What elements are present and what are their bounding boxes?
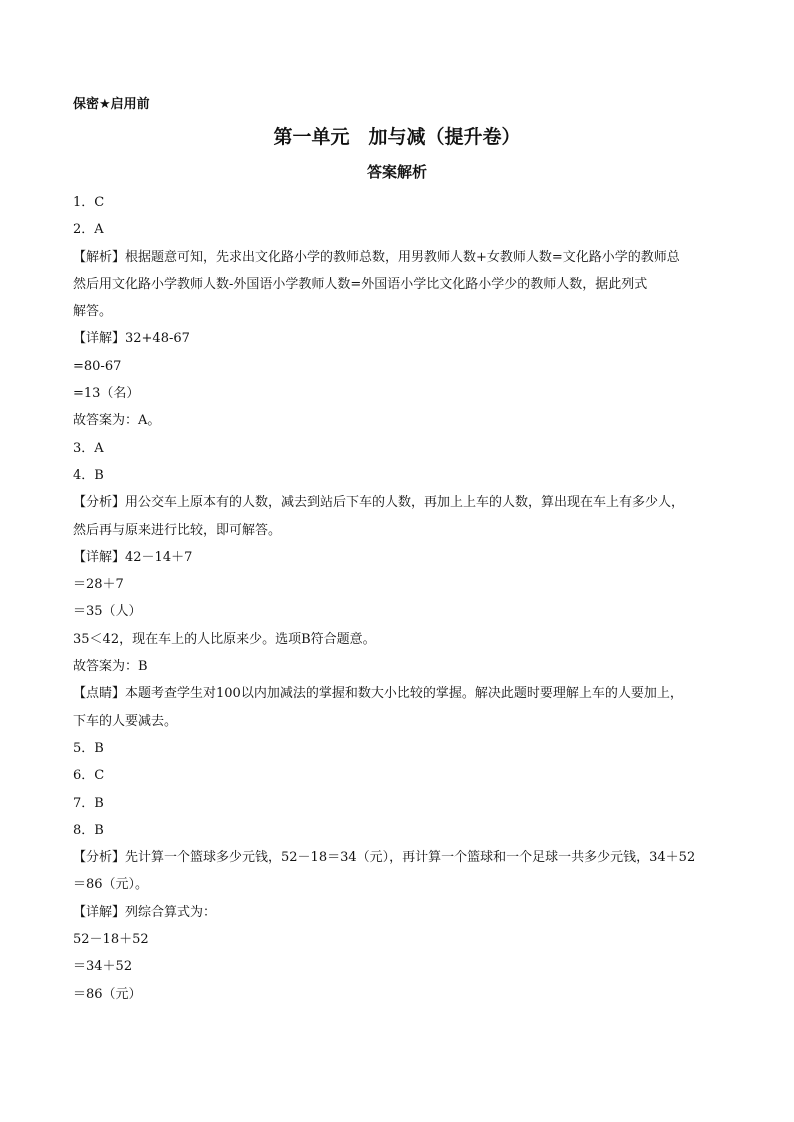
confidential-notice: 保密★启用前 xyxy=(73,97,150,112)
calc-line: =80-67 xyxy=(73,358,122,374)
comparison-line: 35＜42，现在车上的人比原来少。选项B符合题意。 xyxy=(73,631,376,647)
analysis-line: 然后再与原来进行比较，即可解答。 xyxy=(73,522,282,538)
comment-line: 下车的人要减去。 xyxy=(73,713,178,729)
answer-line-8: 8．B xyxy=(73,822,104,838)
comment-line: 【点睛】本题考查学生对100以内加减法的掌握和数大小比较的掌握。解决此题时要理解上车的人要加上， xyxy=(73,686,683,702)
answer-line-5: 5．B xyxy=(73,740,104,756)
analysis-line: 【分析】先计算一个篮球多少元钱，52－18＝34（元），再计算一个篮球和一个足球一共多少元钱，34＋52 xyxy=(73,850,696,866)
explanation-line: 【解析】根据题意可知，先求出文化路小学的教师总数，用男教师人数+女教师人数=文化路小学的教师总 xyxy=(73,249,680,265)
explanation-line: 然后用文化路小学教师人数-外国语小学教师人数=外国语小学比文化路小学少的教师人数，据此列式 xyxy=(73,276,648,292)
calc-line: 52－18＋52 xyxy=(73,932,149,948)
answer-content xyxy=(73,189,733,1008)
answer-summary-line: 故答案为：B xyxy=(73,659,148,675)
calc-line: ＝35（人） xyxy=(73,604,142,620)
calc-line: ＝34＋52 xyxy=(73,959,133,975)
explanation-line: 解答。 xyxy=(73,304,113,320)
answer-summary-line: 故答案为：A。 xyxy=(73,413,161,429)
answer-line-4: 4．B xyxy=(73,467,104,483)
detail-line: 【详解】42－14＋7 xyxy=(73,549,193,565)
page-title: 第一单元 加与减（提升卷） xyxy=(273,126,521,148)
calc-line: =13（名） xyxy=(73,386,140,402)
calc-line: ＝86（元） xyxy=(73,986,142,1002)
answer-line-3: 3．A xyxy=(73,440,104,456)
detail-line: 【详解】列综合算式为： xyxy=(73,904,217,920)
detail-line: 【详解】32+48-67 xyxy=(73,331,190,347)
page-subtitle: 答案解析 xyxy=(366,163,427,181)
analysis-line: ＝86（元）。 xyxy=(73,877,149,893)
answer-line-6: 6．C xyxy=(73,768,105,784)
analysis-line: 【分析】用公交车上原本有的人数，减去到站后下车的人数，再加上上车的人数，算出现在车上有多少人， xyxy=(73,495,685,511)
answer-line-7: 7．B xyxy=(73,795,104,811)
calc-line: ＝28＋7 xyxy=(73,577,124,593)
answer-line-1: 1．C xyxy=(73,195,105,210)
answer-line-2: 2．A xyxy=(73,222,104,238)
